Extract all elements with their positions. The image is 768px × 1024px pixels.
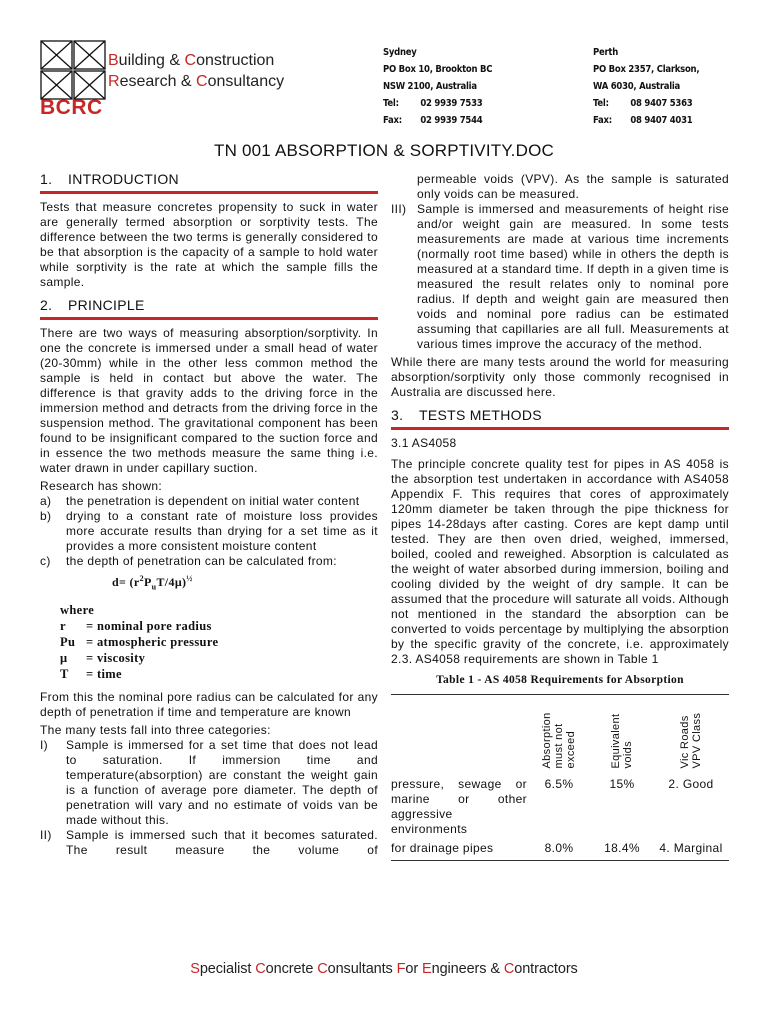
list-text: Sample is immersed such that it becomes saturated. The result measure the volume of [66, 828, 378, 858]
definition-row: T = time [60, 667, 122, 682]
intro-paragraph: Tests that measure concretes propensity to suck in water are generally termed absorption or sorptivity tests. The difference between the two terms is generally considered to be that absorption is the capacity of a sample to hold water while sorptivity is the rate at which the sample fills the sample. [40, 200, 378, 289]
category-item-continued-start [40, 828, 378, 858]
formula-definitions [40, 602, 378, 682]
section-title: INTRODUCTION [68, 171, 179, 187]
absorption-table [391, 694, 729, 861]
office-address-2: WA 6030, Australia [593, 81, 681, 92]
table-cell: 18.4% [591, 839, 653, 861]
methods-paragraph: The principle concrete quality test for pipes in AS 4058 is the absorption test undertaken in accordance with AS4058 Appendix F. This requires that cores of approximately 120mm diameter be taken through the pipe thickness for pipes 14-28days after casting. Cores are kept damp until tested. They are then oven dried, weighed, immersed, boiled, cooled and reweighed. Absorption is calculated as the weight of water absorbed during immersion, boiling and cooling divided by the weight of dry sample. It can be assumed that the procedure will saturate all voids. Although not mentioned in the standard the absorption can be converted to voids percentage by multiplying the absorption by the specific gravity of the concrete, i.e. approximately 2.3. AS4058 requirements are shown in Table 1 [391, 457, 729, 666]
table-header-cell: Equivalent voids [591, 695, 653, 775]
tel-number: 02 9939 7533 [420, 98, 483, 109]
left-column [40, 172, 378, 858]
definition-row: r = nominal pore radius [60, 619, 212, 634]
after-formula-paragraph: From this the nominal pore radius can be calculated for any depth of penetration if time and temperature are known [40, 690, 378, 720]
tel-label: Tel: [383, 98, 399, 109]
table-cell: 8.0% [527, 839, 591, 861]
office-address-1: PO Box 2357, Clarkson, [593, 64, 700, 75]
where-label: where [60, 603, 95, 618]
list-marker: b) [40, 509, 52, 523]
office-address-1: PO Box 10, Brookton BC [383, 64, 493, 75]
finding-item [40, 554, 378, 569]
table-header-cell: Vic Roads VPV Class [653, 695, 729, 775]
section-number: 3. [391, 407, 404, 423]
list-marker-spacer [391, 172, 417, 202]
company-line-1: Building & Construction [108, 52, 275, 69]
list-marker: a) [40, 494, 52, 508]
document-title: TN 001 ABSORPTION & SORPTIVITY.DOC [214, 141, 554, 160]
list-text: Sample is immersed for a set time that does not lead to saturation. If immersion time and temperature(absorption) are constant the weight gain is a function of average pore diameter. The depth of penetration will vary and no estimate of voids van be made without this. [66, 738, 378, 828]
logo-grid-icon [40, 40, 106, 100]
list-text: the penetration is dependent on initial water content [66, 494, 360, 508]
company-name [108, 50, 284, 92]
section-number: 1. [40, 171, 53, 187]
table-cell: for drainage pipes [391, 839, 527, 861]
office-sydney [383, 44, 492, 129]
definition-row: Pu = atmospheric pressure [60, 635, 219, 650]
office-perth [593, 44, 699, 129]
finding-item [40, 494, 378, 509]
office-address-2: NSW 2100, Australia [383, 81, 477, 92]
table-header-cell: Absorption must not exceed [527, 695, 591, 775]
table-cell: 4. Marginal [653, 839, 729, 861]
section-heading-principle [40, 298, 378, 320]
table-cell: 6.5% [544, 776, 574, 791]
fax-number: 08 9407 4031 [630, 115, 693, 126]
table-cell: pressure, sewage or marine or other aggressive environments [391, 776, 527, 836]
table-header-cell [391, 695, 527, 775]
right-column [391, 172, 729, 861]
tel-label: Tel: [593, 98, 609, 109]
list-text: Sample is immersed and measurements of height rise and/or weight gain are measured. In some tests measurements are made at various time increments (normally root time based) while in others the depth is measured at a standard time. If depth in a given time is measured the result relates only to nominal pore radius. If depth and weight gain are measured then voids and nominal pore radius can be estimated assuming that capillaries are all full. Measurements at various times improve the accuracy of the method. [417, 202, 729, 351]
fax-number: 02 9939 7544 [420, 115, 483, 126]
categories-intro: The many tests fall into three categories: [40, 723, 271, 738]
category-item [391, 202, 729, 352]
list-text: drying to a constant rate of moisture loss provides more accurate results than drying for a set time as it provides a more consistent moisture content [66, 509, 378, 553]
table-row [391, 839, 729, 861]
section-heading-introduction [40, 172, 378, 194]
research-intro: Research has shown: [40, 479, 163, 493]
section-number: 2. [40, 297, 53, 313]
list-text: the depth of penetration can be calculated from: [66, 554, 337, 568]
table-header-row [391, 695, 729, 775]
fax-label: Fax: [593, 115, 612, 126]
office-city: Perth [593, 47, 619, 58]
footer-slogan: Specialist Concrete Consultants For Engineers & Contractors [190, 961, 578, 977]
subsection-heading: 3.1 AS4058 [391, 436, 457, 450]
category-item-continued-end [391, 172, 729, 202]
list-marker: II) [40, 828, 52, 843]
section-heading-methods [391, 408, 729, 430]
definition-row: μ = viscosity [60, 651, 146, 666]
table-caption: Table 1 - AS 4058 Requirements for Absorption [436, 674, 684, 686]
fax-label: Fax: [383, 115, 402, 126]
list-marker: III) [391, 202, 407, 216]
table-cell: 2. Good [668, 776, 714, 791]
finding-item [40, 509, 378, 554]
penetration-formula: $d= (r^2P_uT/4\mu)^{\frac{1}{2}}$ [112, 574, 193, 592]
section-title: TESTS METHODS [419, 407, 542, 423]
list-text: permeable voids (VPV). As the sample is saturated only voids can be measured. [417, 172, 729, 201]
category-item [40, 738, 378, 828]
logo-text: BCRC [40, 96, 103, 119]
list-marker: I) [40, 738, 49, 753]
tel-number: 08 9407 5363 [630, 98, 693, 109]
list-marker: c) [40, 554, 51, 568]
office-city: Sydney [383, 47, 417, 58]
table-cell: 15% [609, 776, 635, 791]
table-row [391, 775, 729, 839]
principle-paragraph: There are two ways of measuring absorption/sorptivity. In one the concrete is immersed under a small head of water (20-30mm) while in the other less common method the sample is held in contact but above the water. The difference is that gravity adds to the driving force in the immersion method and detracts from the driving force in the suspension method. The gravitational component has been found to be insignificant compared to the suction force and in essence the two methods measure the same thing i.e. water drawn in under capillary suction. [40, 326, 378, 475]
closing-paragraph: While there are many tests around the world for measuring absorption/sorptivity only those commonly recognised in Australia are discussed here. [391, 355, 729, 399]
section-title: PRINCIPLE [68, 297, 145, 313]
company-line-2: Research & Consultancy [108, 73, 285, 90]
